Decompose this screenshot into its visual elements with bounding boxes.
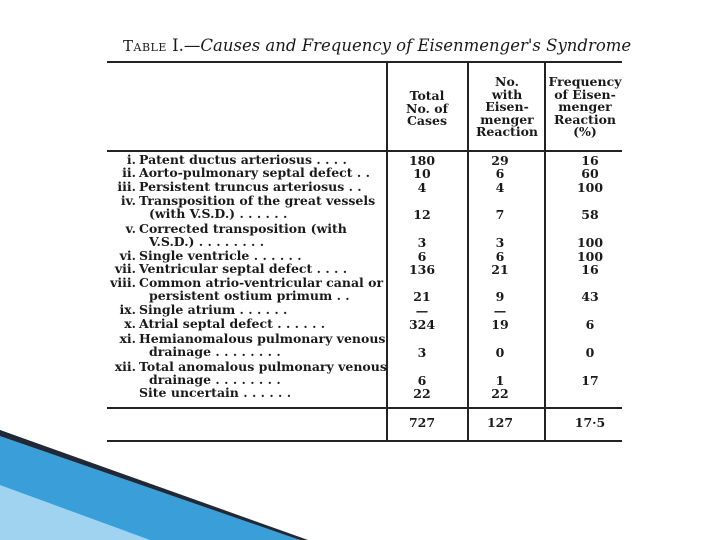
table-row: [107, 317, 622, 330]
cell-with: 19: [491, 317, 509, 332]
cell-total: 6: [417, 373, 427, 388]
decorative-corner-graphic: [0, 430, 720, 540]
cell-total: 6: [417, 249, 427, 264]
cell-total: 22: [413, 386, 431, 401]
table-caption: —Causes and Frequency of Eisenmenger's Syndrome: [183, 36, 632, 55]
row-cause-text: Single ventricle . . . . . .: [139, 248, 302, 263]
table-row: [107, 222, 622, 248]
table-row: [107, 166, 622, 179]
cell-freq: 6: [585, 317, 595, 332]
cell-freq: 16: [581, 262, 599, 277]
row-cause-text: Corrected transposition (with: [139, 221, 347, 236]
cell-freq: 0: [585, 345, 595, 360]
table-label: Table: [123, 37, 167, 55]
cell-total: 136: [408, 262, 436, 277]
total-cases-sum: 727: [408, 415, 436, 430]
cell-total: 21: [413, 289, 431, 304]
row-cause-text: Common atrio-ventricular canal or: [139, 275, 384, 290]
cell-freq: 100: [576, 235, 604, 250]
row-number: i.: [126, 152, 136, 167]
row-cause-text: Persistent truncus arteriosus . .: [139, 179, 362, 194]
row-number: iv.: [120, 193, 136, 208]
row-cause-text: Atrial septal defect . . . . . .: [139, 316, 326, 331]
table-row: [107, 276, 622, 302]
row-cause-text: Transposition of the great vessels: [139, 193, 376, 208]
table-row: [107, 262, 622, 275]
row-cause-text: Aorto-pulmonary septal defect . .: [139, 165, 370, 180]
row-number: vii.: [114, 261, 136, 276]
header-with-reaction: No. with Eisen- menger Reaction: [476, 74, 538, 139]
row-number: x.: [124, 316, 136, 331]
row-number: vi.: [119, 248, 136, 263]
row-cause-text: Patent ductus arteriosus . . . .: [139, 152, 347, 167]
cell-total: 4: [417, 180, 427, 195]
row-number: v.: [125, 221, 136, 236]
total-with-sum: 127: [486, 415, 514, 430]
header-frequency: Frequency of Eisen- menger Reaction (%): [548, 74, 622, 139]
cell-with: 6: [495, 166, 505, 181]
cell-total: 12: [413, 207, 431, 222]
table-row: [107, 180, 622, 193]
cell-total: 10: [413, 166, 431, 181]
table-row: [107, 332, 622, 358]
cell-total: 180: [408, 153, 436, 168]
row-cause-text: Hemianomalous pulmonary venous: [139, 331, 386, 346]
cell-with: 9: [495, 289, 505, 304]
cell-with: 1: [495, 373, 505, 388]
cell-freq: 100: [576, 180, 604, 195]
row-cause-text: (with V.S.D.) . . . . . .: [149, 206, 288, 221]
row-cause-text: drainage . . . . . . . .: [149, 344, 281, 359]
table-row: [107, 303, 622, 316]
cell-freq: 60: [581, 166, 599, 181]
header-total-cases: Total No. of Cases: [406, 88, 448, 128]
table-number: I.: [172, 36, 184, 55]
row-cause-text: drainage . . . . . . . .: [149, 372, 281, 387]
table-row: [107, 386, 622, 399]
row-number: ii.: [122, 165, 136, 180]
row-cause-text: Single atrium . . . . . .: [139, 302, 288, 317]
cell-freq: 100: [576, 249, 604, 264]
row-cause-text: V.S.D.) . . . . . . . .: [149, 234, 265, 249]
cell-with: 7: [495, 207, 505, 222]
row-number: ix.: [119, 302, 136, 317]
table-row: [107, 360, 622, 386]
cell-freq: 43: [581, 289, 599, 304]
row-cause-text: Site uncertain . . . . . .: [139, 385, 292, 400]
row-number: viii.: [110, 275, 136, 290]
row-cause-text: Total anomalous pulmonary venous: [139, 359, 387, 374]
row-number: iii.: [117, 179, 136, 194]
cell-total: 3: [417, 345, 427, 360]
cell-freq: 16: [581, 153, 599, 168]
cell-freq: 17: [581, 373, 599, 388]
cell-with: 21: [491, 262, 509, 277]
cell-with: 22: [491, 386, 509, 401]
row-number: xi.: [119, 331, 136, 346]
cell-with: 3: [495, 235, 505, 250]
cell-with: —: [493, 303, 507, 318]
table-title: [123, 36, 631, 55]
row-cause-text: persistent ostium primum . .: [149, 288, 350, 303]
row-cause-text: Ventricular septal defect . . . .: [139, 261, 348, 276]
row-number: xii.: [114, 359, 136, 374]
cell-total: 324: [408, 317, 436, 332]
cell-freq: 58: [581, 207, 599, 222]
cell-total: —: [415, 303, 429, 318]
total-frequency: 17·5: [574, 415, 606, 430]
cell-with: 29: [491, 153, 509, 168]
table-row: [107, 194, 622, 220]
cell-total: 3: [417, 235, 427, 250]
cell-with: 4: [495, 180, 505, 195]
cell-with: 6: [495, 249, 505, 264]
cell-with: 0: [495, 345, 505, 360]
